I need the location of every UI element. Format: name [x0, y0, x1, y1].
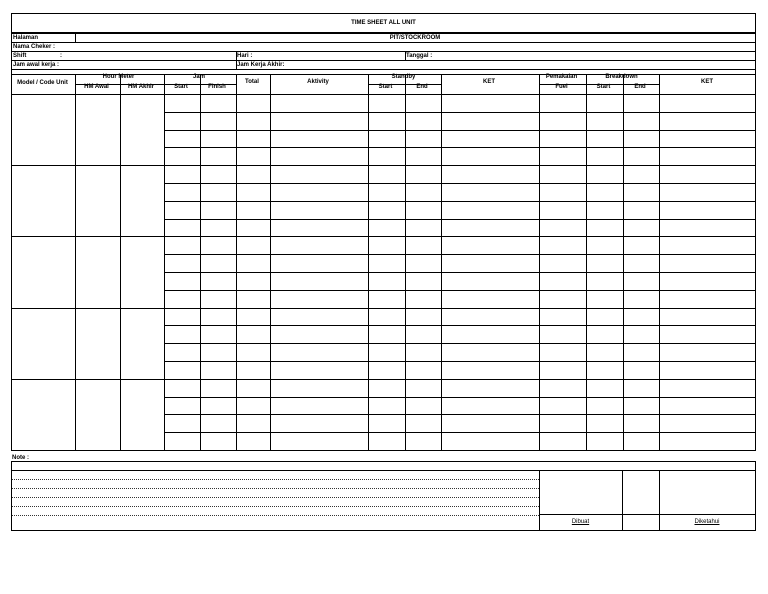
grid-line-h — [164, 325, 755, 326]
col-hm-awal: HM Awal — [84, 84, 109, 90]
note-box — [11, 461, 756, 531]
grid-line-h — [164, 361, 755, 362]
sheet-title: TIME SHEET ALL UNIT — [351, 20, 416, 26]
col-pemakaian: Pemakaian — [545, 74, 578, 80]
grid-line-h — [12, 69, 755, 70]
note-divider — [659, 470, 660, 530]
jam-awal-label: Jam awal kerja : — [13, 62, 60, 68]
col-start: Start — [174, 84, 188, 90]
col-aktivity: Aktivity — [307, 79, 329, 85]
note-top-line — [12, 470, 755, 471]
note-line — [12, 497, 539, 498]
location-label: PIT/STOCKROOM — [389, 35, 441, 41]
grid-line-h — [12, 94, 755, 95]
grid-line-h — [164, 130, 755, 131]
column-headers — [11, 73, 756, 93]
grid-line-h — [12, 51, 755, 52]
note-divider — [622, 470, 623, 530]
grid-line-h — [164, 254, 755, 255]
grid-line-h — [164, 112, 755, 113]
grid-line-v — [405, 51, 406, 60]
col-jam: Jam — [192, 74, 205, 80]
shift-label: Shift — [13, 53, 27, 59]
col-fuel: Fuel — [555, 84, 568, 90]
note-label: Note : — [12, 455, 29, 461]
col-total: Total — [245, 79, 259, 85]
signature-line — [539, 514, 755, 515]
grid-line-v — [120, 74, 121, 450]
grid-line-h — [164, 290, 755, 291]
grid-line-h — [12, 236, 755, 237]
grid-line-h — [164, 432, 755, 433]
dibuat-label: Dibuat — [571, 519, 590, 525]
grid-line-v — [75, 74, 76, 450]
grid-line-h — [164, 272, 755, 273]
col-standby: Standby — [391, 74, 416, 80]
col-bd-end: End — [634, 84, 646, 90]
grid-line-h — [164, 343, 755, 344]
note-line — [12, 515, 539, 516]
col-standby-start: Start — [378, 84, 393, 90]
diketahui-label: Diketahui — [694, 519, 720, 525]
note-line — [12, 479, 539, 480]
grid-line-h — [12, 379, 755, 380]
halaman-label: Halaman — [13, 35, 39, 41]
note-line — [12, 506, 539, 507]
grid-line-h — [164, 219, 755, 220]
grid-line-h — [164, 183, 755, 184]
grid-line-h — [12, 165, 755, 166]
col-breakdown: Breakdown — [605, 74, 638, 80]
title-bar — [11, 13, 756, 33]
grid-line-h — [12, 42, 755, 43]
jam-akhir-label: Jam Kerja Akhir: — [237, 62, 285, 68]
hari-label: Hari : — [237, 53, 253, 59]
col-ket-1: KET — [483, 79, 495, 85]
grid-line-v — [236, 51, 237, 69]
note-divider — [539, 470, 540, 530]
nama-cheker-label: Nama Cheker : — [13, 44, 56, 50]
col-standby-end: End — [416, 84, 428, 90]
col-ket-2: KET — [701, 79, 713, 85]
grid-line-h — [164, 397, 755, 398]
col-hour-meter: Hour Meter — [102, 74, 135, 80]
col-model: Model / Code Unit — [17, 80, 68, 86]
timesheet-grid — [11, 33, 756, 451]
grid-line-h — [164, 201, 755, 202]
note-line — [12, 488, 539, 489]
grid-line-h — [164, 147, 755, 148]
grid-line-h — [12, 308, 755, 309]
grid-line-h — [164, 414, 755, 415]
col-finish: Finish — [208, 84, 226, 90]
shift-colon: : — [60, 53, 62, 59]
grid-line-v — [75, 34, 76, 42]
grid-line-h — [12, 60, 755, 61]
tanggal-label: Tanggal : — [406, 53, 433, 59]
col-bd-start: Start — [596, 84, 611, 90]
col-hm-akhir: HM Akhir — [127, 84, 155, 90]
